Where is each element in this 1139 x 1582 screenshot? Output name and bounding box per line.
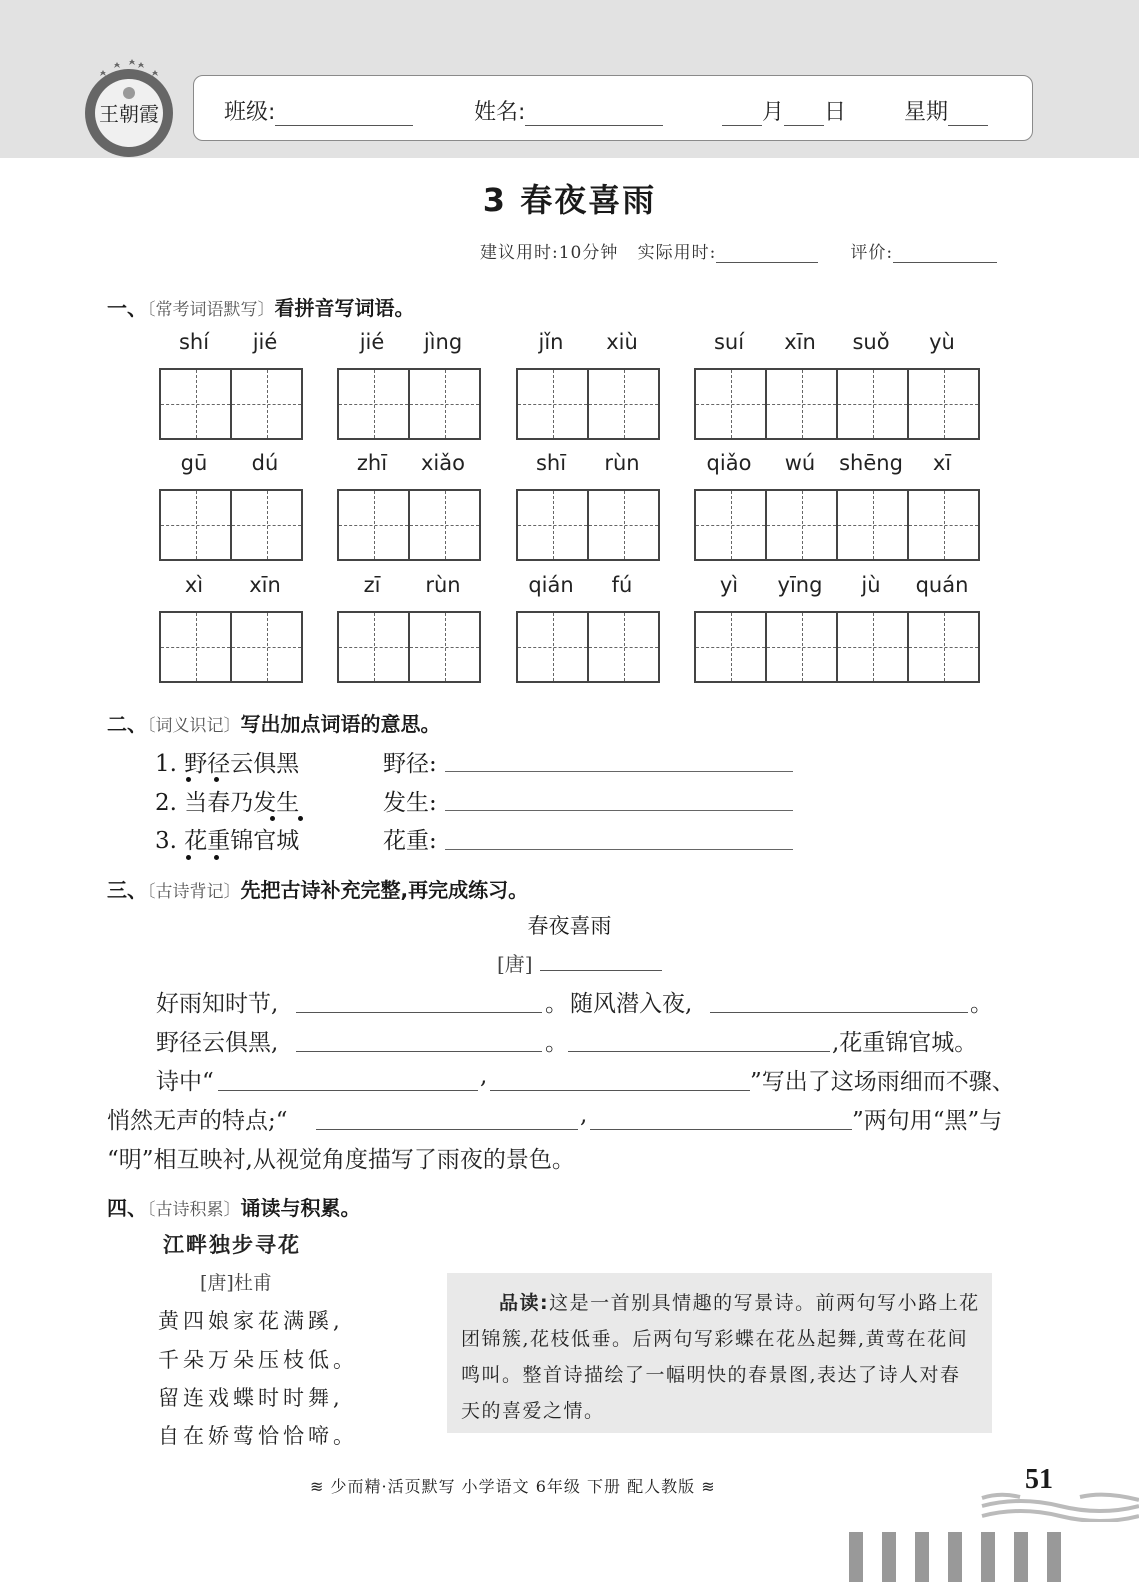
writing-cell[interactable] <box>518 370 589 438</box>
section1-heading <box>107 292 415 321</box>
note-label: 品读: <box>499 1292 550 1314</box>
pinyin-label: qiǎo <box>706 451 752 475</box>
author-blank[interactable] <box>540 970 662 971</box>
appreciation-note <box>447 1273 992 1433</box>
fill-blank[interactable] <box>296 1051 542 1052</box>
writing-cell[interactable] <box>909 491 980 559</box>
writing-cell[interactable] <box>161 491 232 559</box>
writing-cell[interactable] <box>838 613 909 681</box>
actual-time-label: 实际用时: <box>637 243 717 263</box>
fill-blank[interactable] <box>296 1012 542 1013</box>
character-grid <box>694 611 980 683</box>
punct: , <box>480 1063 488 1089</box>
student-info-bar <box>193 75 1033 141</box>
punct: 。 <box>545 991 568 1017</box>
poem2-title: 江畔独步寻花 <box>163 1233 301 1257</box>
section-tag: 〔古诗背记〕 <box>147 882 241 902</box>
writing-cell[interactable] <box>410 613 481 681</box>
question-text: ”写出了这场雨细而不骤、 <box>750 1069 1015 1095</box>
poem-line: 好雨知时节, <box>156 991 279 1017</box>
section-number: 四、 <box>107 1196 147 1220</box>
pinyin-label: suí <box>713 330 745 354</box>
character-grid <box>159 611 303 683</box>
pinyin-label: jìng <box>423 330 463 354</box>
writing-cell[interactable] <box>232 370 303 438</box>
pinyin-label: jǐn <box>538 330 564 354</box>
pinyin-label: jù <box>861 573 881 597</box>
emphasis-dot <box>298 816 303 821</box>
name-label: 姓名: <box>474 100 526 125</box>
vocab-phrase: 1. 野径云俱黑 <box>155 751 300 777</box>
writing-cell[interactable] <box>838 370 909 438</box>
writing-cell[interactable] <box>232 491 303 559</box>
class-label: 班级: <box>224 100 276 125</box>
edge-bar <box>1047 1532 1061 1582</box>
section-tag: 〔古诗积累〕 <box>147 1200 241 1220</box>
pinyin-label: shēng <box>839 451 903 475</box>
pinyin-label: dú <box>251 451 279 475</box>
pinyin-label: shí <box>178 330 210 354</box>
writing-cell[interactable] <box>696 613 767 681</box>
writing-cell[interactable] <box>161 613 232 681</box>
pinyin-label: xīn <box>784 330 816 354</box>
dynasty: [唐] <box>497 952 533 976</box>
pinyin-label: quán <box>915 573 969 597</box>
pinyin-label: yù <box>929 330 955 354</box>
vocab-phrase: 2. 当春乃发生 <box>155 790 300 816</box>
question-text: ”两句用“黑”与 <box>852 1108 1003 1134</box>
class-field[interactable] <box>224 95 413 126</box>
edge-bar <box>849 1532 863 1582</box>
writing-cell[interactable] <box>339 370 410 438</box>
section-number: 三、 <box>107 878 147 902</box>
writing-cell[interactable] <box>410 370 481 438</box>
punct: 。 <box>970 991 993 1017</box>
vocab-term: 野径: <box>383 751 437 777</box>
note-text: 这是一首别具情趣的写景诗。前两句写小路上花团锦簇,花枝低垂。后两句写彩蝶在花丛起舞,黄莺在花间鸣叫。整首诗描绘了一幅明快的春景图,表达了诗人对春天的喜爱之情。 <box>461 1292 980 1422</box>
emphasis-dot <box>214 855 219 860</box>
pinyin-label: xī <box>932 451 952 475</box>
answer-line[interactable] <box>445 771 793 772</box>
writing-cell[interactable] <box>909 613 980 681</box>
wave-decoration-icon <box>980 1492 1139 1522</box>
pinyin-label: jié <box>359 330 385 354</box>
poem-line: ,花重锦官城。 <box>832 1030 978 1056</box>
pinyin-label: jié <box>252 330 278 354</box>
emphasis-dot <box>214 777 219 782</box>
emphasis-dot <box>186 855 191 860</box>
writing-cell[interactable] <box>589 370 660 438</box>
timing-row <box>480 238 997 263</box>
question-text: 诗中“ <box>156 1069 214 1095</box>
poem2-author: [唐]杜甫 <box>200 1272 272 1294</box>
character-grid <box>159 368 303 440</box>
section4-heading <box>107 1192 361 1221</box>
pinyin-label: zī <box>363 573 381 597</box>
answer-line[interactable] <box>445 810 793 811</box>
section-instruction: 看拼音写词语。 <box>274 296 415 320</box>
logo-text: 王朝霞 <box>99 102 159 126</box>
edge-bar <box>882 1532 896 1582</box>
section2-heading <box>107 708 441 737</box>
edge-bar <box>915 1532 929 1582</box>
character-grid <box>516 489 660 561</box>
footer-text: ≋ 少而精·活页默写 小学语文 6年级 下册 配人教版 ≋ <box>310 1477 716 1496</box>
answer-line[interactable] <box>445 849 793 850</box>
section-number: 一、 <box>107 296 147 320</box>
punct: 。 <box>545 1030 568 1056</box>
pinyin-label: rùn <box>604 451 640 475</box>
writing-cell[interactable] <box>767 491 838 559</box>
writing-cell[interactable] <box>410 491 481 559</box>
character-grid <box>694 368 980 440</box>
writing-cell[interactable] <box>232 613 303 681</box>
character-grid <box>694 489 980 561</box>
poem-line: 随风潜入夜, <box>570 991 693 1017</box>
name-field[interactable] <box>474 95 663 126</box>
poem-line: 野径云俱黑, <box>156 1030 279 1056</box>
edge-bar <box>948 1532 962 1582</box>
pinyin-label: xīn <box>249 573 281 597</box>
writing-cell[interactable] <box>589 613 660 681</box>
poem-title: 春夜喜雨 <box>527 914 612 938</box>
fill-blank[interactable] <box>316 1129 578 1130</box>
character-grid <box>159 489 303 561</box>
weekday-field[interactable] <box>904 95 988 126</box>
pinyin-label: yīng <box>777 573 823 597</box>
fill-blank[interactable] <box>710 1012 968 1013</box>
weekday-label: 星期 <box>904 100 949 125</box>
poem2-line: 留连戏蝶时时舞, <box>158 1386 344 1410</box>
publisher-logo-icon <box>78 58 180 158</box>
writing-cell[interactable] <box>161 370 232 438</box>
pinyin-label: gū <box>180 451 208 475</box>
question-text: 悄然无声的特点;“ <box>107 1108 288 1134</box>
writing-cell[interactable] <box>589 491 660 559</box>
character-grid <box>337 368 481 440</box>
writing-cell[interactable] <box>696 370 767 438</box>
date-field[interactable] <box>722 95 846 126</box>
section3-heading <box>107 874 528 903</box>
writing-cell[interactable] <box>767 370 838 438</box>
pinyin-label: yì <box>719 573 739 597</box>
vocab-term: 发生: <box>383 790 437 816</box>
writing-cell[interactable] <box>339 613 410 681</box>
vocab-phrase: 3. 花重锦官城 <box>155 828 300 854</box>
writing-cell[interactable] <box>838 491 909 559</box>
section-instruction: 先把古诗补充完整,再完成练习。 <box>240 878 529 902</box>
character-grid <box>516 611 660 683</box>
writing-cell[interactable] <box>696 491 767 559</box>
emphasis-dot <box>186 777 191 782</box>
writing-cell[interactable] <box>518 613 589 681</box>
fill-blank[interactable] <box>590 1129 852 1130</box>
pinyin-label: fú <box>611 573 633 597</box>
pinyin-label: xiǎo <box>421 451 465 475</box>
character-grid <box>337 611 481 683</box>
writing-cell[interactable] <box>518 491 589 559</box>
section-tag: 〔常考词语默写〕 <box>147 300 275 320</box>
emphasis-dot <box>270 816 275 821</box>
pinyin-label: suǒ <box>852 330 890 354</box>
section-tag: 〔词义识记〕 <box>147 716 241 736</box>
writing-cell[interactable] <box>767 613 838 681</box>
lesson-title: 3 春夜喜雨 <box>482 181 657 219</box>
edge-bar <box>981 1532 995 1582</box>
month-label: 月 <box>762 100 785 125</box>
poem2-line: 黄四娘家花满蹊, <box>158 1309 344 1333</box>
suggested-time: 建议用时:10分钟 <box>480 243 619 263</box>
fill-blank[interactable] <box>568 1051 830 1052</box>
character-grid <box>337 489 481 561</box>
section-instruction: 诵读与积累。 <box>240 1196 361 1220</box>
evaluation-field[interactable] <box>893 245 997 263</box>
poem2-line: 自在娇莺恰恰啼。 <box>158 1424 358 1448</box>
pinyin-label: shī <box>535 451 567 475</box>
pinyin-label: xì <box>184 573 204 597</box>
pinyin-label: rùn <box>425 573 461 597</box>
pinyin-label: zhī <box>356 451 388 475</box>
section-instruction: 写出加点词语的意思。 <box>240 712 441 736</box>
fill-blank[interactable] <box>490 1090 750 1091</box>
pinyin-label: wú <box>784 451 816 475</box>
actual-time-field[interactable] <box>716 245 818 263</box>
pinyin-label: qián <box>528 573 574 597</box>
page-number: 51 <box>1025 1464 1053 1495</box>
vocab-term: 花重: <box>383 828 437 854</box>
character-grid <box>516 368 660 440</box>
section-number: 二、 <box>107 712 147 736</box>
edge-bar <box>1014 1532 1028 1582</box>
pinyin-label: xiù <box>606 330 638 354</box>
writing-cell[interactable] <box>909 370 980 438</box>
day-label: 日 <box>824 100 847 125</box>
evaluation-label: 评价: <box>850 243 894 263</box>
writing-cell[interactable] <box>339 491 410 559</box>
poem2-line: 千朵万朵压枝低。 <box>158 1348 358 1372</box>
punct: , <box>580 1102 588 1128</box>
question-text: “明”相互映衬,从视觉角度描写了雨夜的景色。 <box>107 1147 575 1173</box>
fill-blank[interactable] <box>218 1090 478 1091</box>
